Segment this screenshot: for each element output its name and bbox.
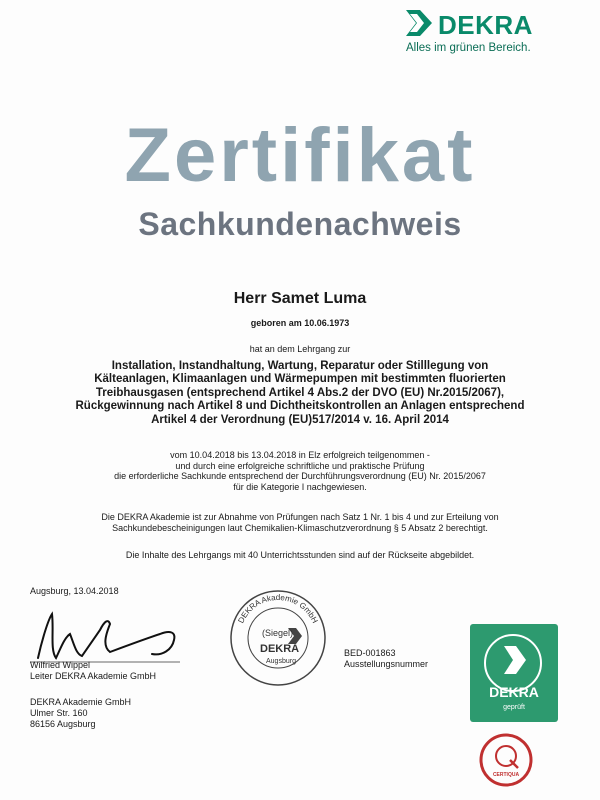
result-line: die erforderliche Sachkunde entsprechend der Durchführungsverordnung (EU) Nr. 2015/2067 bbox=[114, 471, 486, 482]
seal-center: (Siegel) bbox=[262, 628, 294, 638]
certiqua-mark-icon bbox=[478, 732, 534, 788]
certificate-number-block bbox=[344, 648, 428, 670]
akademie-line: Sachkundebescheinigungen laut Chemikalien-Klimaschutzverordnung § 5 Absatz 2 berechtigt. bbox=[112, 523, 488, 533]
logo-brand: DEKRA bbox=[438, 10, 533, 40]
recipient-name: Herr Samet Luma bbox=[233, 290, 367, 307]
course-description bbox=[40, 360, 560, 427]
result-line: vom 10.04.2018 bis 13.04.2018 in Elz erfolgreich teilgenommen - bbox=[170, 450, 430, 460]
logo-slogan: Alles im grünen Bereich. bbox=[406, 42, 531, 54]
place-date: Augsburg, 13.04.2018 bbox=[30, 586, 119, 596]
akademie-line: Die DEKRA Akademie ist zur Abnahme von Prüfungen nach Satz 1 Nr. 1 bis 4 und zur Erteilung von bbox=[101, 512, 499, 522]
recipient-birthdate: geboren am 10.06.1973 bbox=[250, 318, 350, 328]
signer-block bbox=[30, 660, 156, 682]
address-line: Ulmer Str. 160 bbox=[30, 708, 88, 718]
seal-ring-text: DEKRA Akademie GmbH bbox=[236, 593, 320, 625]
seal-ring-icon bbox=[228, 588, 328, 688]
course-line: Kälteanlagen, Klimaanlagen und Wärmepumpen mit bestimmten fluorierten bbox=[94, 373, 506, 386]
official-seal bbox=[228, 588, 328, 688]
certificate-number-label: Ausstellungsnummer bbox=[344, 659, 429, 669]
course-line: Treibhausgasen (entsprechend Artikel 4 Abs.2 der DVO (EU) Nr.2015/2067), bbox=[95, 386, 505, 399]
handwritten-signature bbox=[30, 600, 180, 664]
dekra-logo bbox=[404, 6, 544, 56]
address-line: 86156 Augsburg bbox=[30, 719, 96, 729]
course-intro: hat an dem Lehrgang zur bbox=[249, 344, 351, 354]
svg-text:DEKRA Akademie GmbH bbox=[236, 593, 319, 625]
result-line: für die Kategorie I nachgewiesen. bbox=[233, 481, 367, 492]
signer-name: Wilfried Wippel bbox=[30, 660, 91, 670]
course-line: Installation, Instandhaltung, Wartung, Reparatur oder Stilllegung von bbox=[111, 360, 489, 372]
result-line: und durch eine erfolgreiche schriftliche und praktische Prüfung bbox=[175, 460, 425, 471]
result-text bbox=[40, 450, 560, 492]
certiqua-label: CERTIQUA bbox=[492, 772, 520, 778]
certificate-title: Zertifikat bbox=[124, 113, 476, 198]
certiqua-logo bbox=[478, 732, 534, 788]
seal-brand: DEKRA bbox=[260, 643, 300, 655]
dekra-tested-badge bbox=[470, 624, 558, 722]
dekra-arrow-icon bbox=[404, 8, 434, 38]
course-line: Artikel 4 der Verordnung (EU)517/2014 v. 16. April 2014 bbox=[151, 413, 449, 426]
issuer-address bbox=[30, 697, 131, 730]
badge-brand: DEKRA bbox=[489, 684, 539, 700]
seal-bottom: Augsburg bbox=[266, 658, 296, 665]
course-contents-note: Die Inhalte des Lehrgangs mit 40 Unterrichtsstunden sind auf der Rückseite abgebildet. bbox=[125, 550, 475, 560]
certificate-number: BED-001863 bbox=[344, 648, 396, 658]
certificate-subtitle: Sachkundenachweis bbox=[138, 206, 462, 242]
address-line: DEKRA Akademie GmbH bbox=[30, 697, 132, 707]
badge-sub: geprüft bbox=[503, 704, 525, 711]
akademie-authorization bbox=[20, 512, 580, 534]
badge-arrow-icon bbox=[470, 624, 558, 684]
signer-role: Leiter DEKRA Akademie GmbH bbox=[30, 671, 157, 681]
course-line: Rückgewinnung nach Artikel 8 und Dichtheitskontrollen an Anlagen entsprechend bbox=[75, 400, 525, 413]
